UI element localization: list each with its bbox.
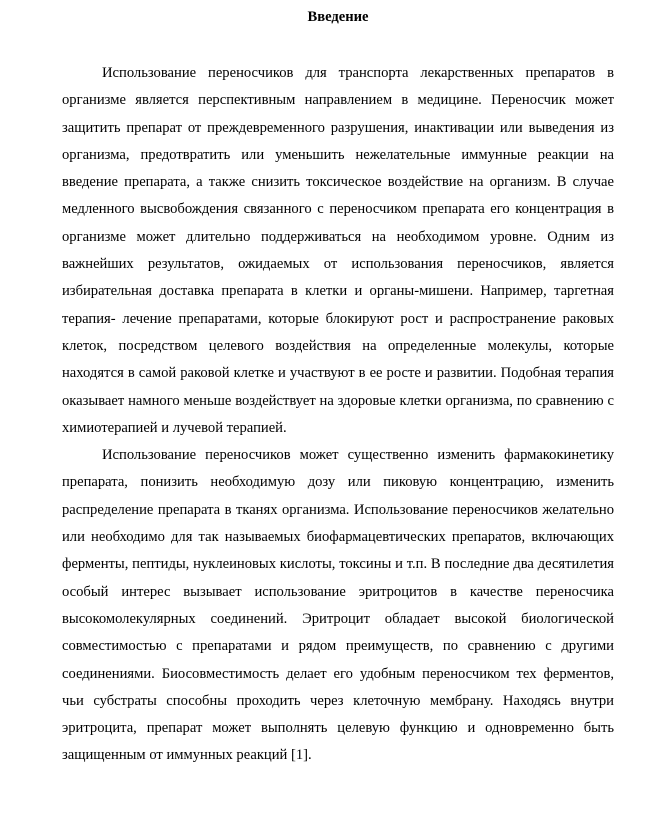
paragraph-1: Использование переносчиков для транспорта лекарственных препаратов в организме является перспективным направлением в медицине. Переносчик может защитить препарат от преждевременного разрушения, инактивации или выведения из организма, предотвратить или уменьшить нежелательные иммунные реакции на введение препарата, а также снизить токсическое воздействие на организм. В случае медленного высвобождения связанного с переносчиком препарата его концентрация в организме может длительно поддерживаться на необходимом уровне. Одним из важнейших результатов, ожидаемых от использования переносчиков, является избирательная доставка препарата в клетки и органы-мишени. Например, таргетная терапия- лечение препаратами, которые блокируют рост и распространение раковых клеток, посредством целевого воздействия на определенные молекулы, которые находятся в самой раковой клетке и участвуют в ее росте и развитии. Подобная терапия оказывает намного меньше воздействует на здоровые клетки организма, по сравнению с химиотерапией и лучевой терапией. [62, 65, 614, 436]
document-page [62, 6, 614, 770]
document-title: Введение [307, 9, 369, 25]
paragraph-2: Использование переносчиков может существенно изменить фармакокинетику препарата, понизить необходимую дозу или пиковую концентрацию, изменить распределение препарата в тканях организма. Использование переносчиков желательно или необходимо для так называемых биофармацевтических препаратов, включающих ферменты, пептиды, нуклеиновых кислоты, токсины и т.п. В последние два десятилетия особый интерес вызывает использование эритроцитов в качестве переносчика высокомолекулярных соединений. Эритроцит обладает высокой биологической совместимостью с препаратами и рядом преимуществ, по сравнению с другими соединениями. Биосовместимость делает его удобным переносчиком тех ферментов, чьи субстраты способны проходить через клеточную мембрану. Находясь внутри эритроцита, препарат может выполнять целевую функцию и одновременно быть защищенным от иммунных реакций [1]. [62, 447, 614, 764]
